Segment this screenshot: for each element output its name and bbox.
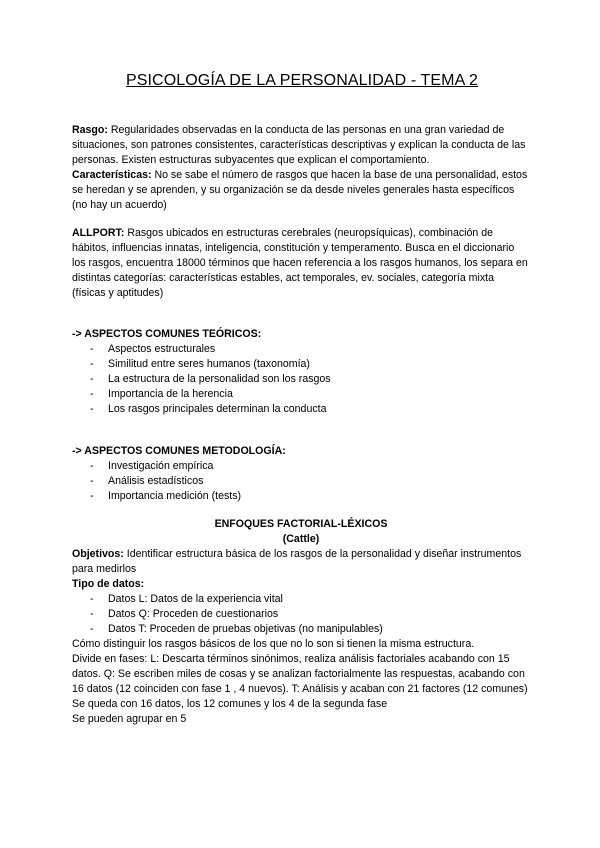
objetivos-paragraph [72,547,530,577]
objetivos-text: Identificar estructura básica de los rasgos de la personalidad y diseñar instrumentos para medirlos [72,548,522,575]
caracteristicas-text: No se sabe el número de rasgos que hacen la base de una personalidad, estos se heredan y se aprenden, y su organización se da desde niveles generales hasta específicos (no hay un acuerdo) [72,169,528,211]
objetivos-label: Objetivos: [72,548,124,560]
teoricos-section [72,327,530,417]
list-item: - Similitud entre seres humanos (taxonomía) [72,357,530,372]
teoricos-list [72,342,530,417]
page-title: PSICOLOGÍA DE LA PERSONALIDAD - TEMA 2 [125,72,479,89]
enfoques-paragraph: Divide en fases: L: Descarta términos sinónimos, realiza análisis factoriales acabando con 15 datos. Q: Se escriben miles de cosas y se analizan factorialmente las respuestas, acabando con 16 datos (12 coinciden con fase 1 , 4 nuevos). T: Análisis y acaban con 21 factores (12 comunes) [72,653,528,695]
list-item: - Investigación empírica [72,459,530,474]
caracteristicas-paragraph [72,168,530,213]
metodologia-list [72,459,530,504]
enfoques-paragraph: Se pueden agrupar en 5 [72,713,187,725]
enfoques-subheading: (Cattle) [282,533,320,545]
allport-paragraph [72,226,530,301]
metodologia-section [72,444,530,504]
metodologia-heading: -> ASPECTOS COMUNES METODOLOGÍA: [72,445,286,457]
enfoques-heading: ENFOQUES FACTORIAL-LÉXICOS [214,518,388,530]
tipo-datos-label: Tipo de datos: [72,578,145,590]
rasgo-text: Regularidades observadas en la conducta de las personas en una gran variedad de situaciones, son patrones consistentes, características descriptivas y explican la conducta de las personas. Existen estructuras subyacentes que explican el comportamiento. [72,124,526,166]
rasgo-label: Rasgo: [72,124,108,136]
allport-text: Rasgos ubicados en estructuras cerebrales (neuropsíquicas), combinación de hábitos, influencias innatas, inteligencia, constitución y temperamento. Busca en el diccionario los rasgos, encuentra 18000 términos que hacen referencia a los rasgos humanos, los separa en distintas categorías: características estables, act temporales, ev. sociales, categoría mixta (físicas y aptitudes) [72,227,528,299]
allport-label: ALLPORT: [72,227,125,239]
enfoques-section [72,517,530,727]
list-item: - Importancia medición (tests) [72,489,530,504]
caracteristicas-label: Características: [72,169,152,181]
list-item: - Importancia de la herencia [72,387,530,402]
list-item: - Aspectos estructurales [72,342,530,357]
list-item: - Datos L: Datos de la experiencia vital [72,592,530,607]
list-item: - Los rasgos principales determinan la conducta [72,402,530,417]
list-item: - La estructura de la personalidad son los rasgos [72,372,530,387]
list-item: - Datos Q: Proceden de cuestionarios [72,607,530,622]
rasgo-paragraph [72,123,530,168]
teoricos-heading: -> ASPECTOS COMUNES TEÓRICOS: [72,328,262,340]
list-item: - Datos T: Proceden de pruebas objetivas (no manipulables) [72,622,530,637]
enfoques-paragraph: Cómo distinguir los rasgos básicos de los que no lo son si tienen la misma estructura. [72,638,475,650]
tipo-datos-list [72,592,530,637]
list-item: - Análisis estadísticos [72,474,530,489]
enfoques-paragraph: Se queda con 16 datos, los 12 comunes y los 4 de la segunda fase [72,698,388,710]
